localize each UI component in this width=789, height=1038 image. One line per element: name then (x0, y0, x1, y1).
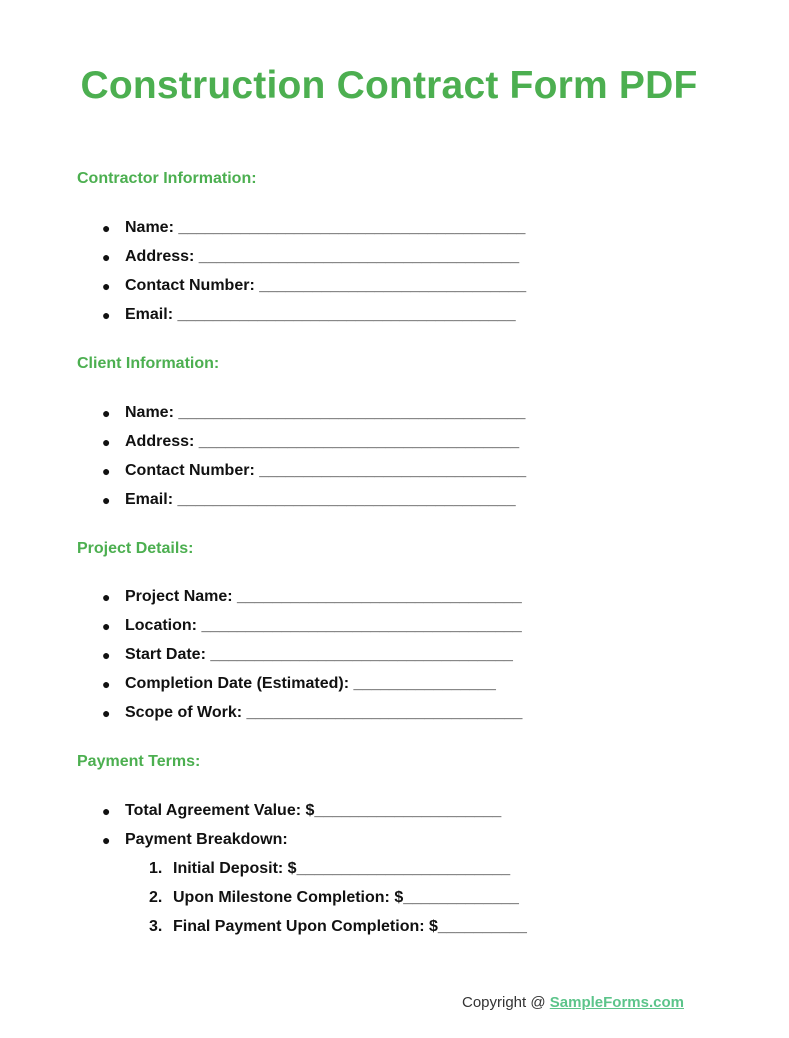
milestone-payment-field (77, 888, 757, 917)
field-label: Contact Number: ______________________________ (125, 277, 527, 294)
field-label: Payment Breakdown: (125, 831, 288, 848)
field-label: Contact Number: ______________________________ (125, 462, 527, 479)
payment-field-list (77, 801, 757, 859)
contractor-section (77, 169, 757, 334)
page-title: Construction Contract Form PDF (80, 64, 698, 107)
list-number: 3. (149, 918, 163, 935)
payment-section (77, 752, 757, 946)
footer-copyright (462, 994, 684, 1011)
bullet-icon: ● (102, 647, 111, 663)
field-label: Address: ____________________________________ (125, 248, 520, 265)
field-label: Email: ______________________________________ (125, 306, 516, 323)
field-label: Project Name: ________________________________ (125, 588, 522, 605)
total-agreement-field (77, 801, 757, 830)
contractor-address-field (77, 247, 757, 276)
bullet-icon: ● (102, 220, 111, 236)
field-label: Scope of Work: _______________________________ (125, 704, 523, 721)
brand-link[interactable]: SampleForms.com (549, 994, 684, 1011)
field-label: Start Date: __________________________________ (125, 646, 513, 663)
payment-breakdown-list (77, 859, 757, 946)
bullet-icon: ● (102, 249, 111, 265)
field-label: Email: ______________________________________ (125, 491, 516, 508)
final-payment-field (77, 917, 757, 946)
client-name-field (77, 403, 757, 432)
field-label: Upon Milestone Completion: $_____________ (173, 889, 519, 906)
bullet-icon: ● (102, 589, 111, 605)
bullet-icon: ● (102, 307, 111, 323)
field-label: Name: _______________________________________ (125, 404, 526, 421)
contractor-name-field (77, 218, 757, 247)
bullet-icon: ● (102, 832, 111, 848)
payment-heading: Payment Terms: (77, 753, 201, 770)
field-label: Name: _______________________________________ (125, 219, 526, 236)
bullet-icon: ● (102, 705, 111, 721)
field-label: Final Payment Upon Completion: $__________ (173, 918, 527, 935)
bullet-icon: ● (102, 618, 111, 634)
payment-breakdown-item (77, 830, 757, 859)
contractor-field-list (77, 218, 757, 334)
client-email-field (77, 490, 757, 519)
project-field-list (77, 587, 757, 732)
project-completion-date-field (77, 674, 757, 703)
bullet-icon: ● (102, 278, 111, 294)
client-address-field (77, 432, 757, 461)
list-number: 2. (149, 889, 163, 906)
client-section (77, 354, 757, 519)
contractor-email-field (77, 305, 757, 334)
contractor-heading: Contractor Information: (77, 170, 257, 187)
field-label: Location: ____________________________________ (125, 617, 522, 634)
project-start-date-field (77, 645, 757, 674)
field-label: Initial Deposit: $________________________ (173, 860, 511, 877)
client-contact-field (77, 461, 757, 490)
bullet-icon: ● (102, 492, 111, 508)
client-heading: Client Information: (77, 355, 220, 372)
copyright-text: Copyright @ (462, 994, 550, 1011)
contractor-contact-field (77, 276, 757, 305)
list-number: 1. (149, 860, 163, 877)
bullet-icon: ● (102, 434, 111, 450)
bullet-icon: ● (102, 463, 111, 479)
field-label: Completion Date (Estimated): ________________ (125, 675, 496, 692)
project-location-field (77, 616, 757, 645)
bullet-icon: ● (102, 405, 111, 421)
field-label: Total Agreement Value: $_____________________ (125, 802, 502, 819)
project-scope-field (77, 703, 757, 732)
project-section (77, 539, 757, 732)
project-heading: Project Details: (77, 540, 194, 557)
field-label: Address: ____________________________________ (125, 433, 520, 450)
initial-deposit-field (77, 859, 757, 888)
project-name-field (77, 587, 757, 616)
bullet-icon: ● (102, 676, 111, 692)
client-field-list (77, 403, 757, 519)
bullet-icon: ● (102, 803, 111, 819)
